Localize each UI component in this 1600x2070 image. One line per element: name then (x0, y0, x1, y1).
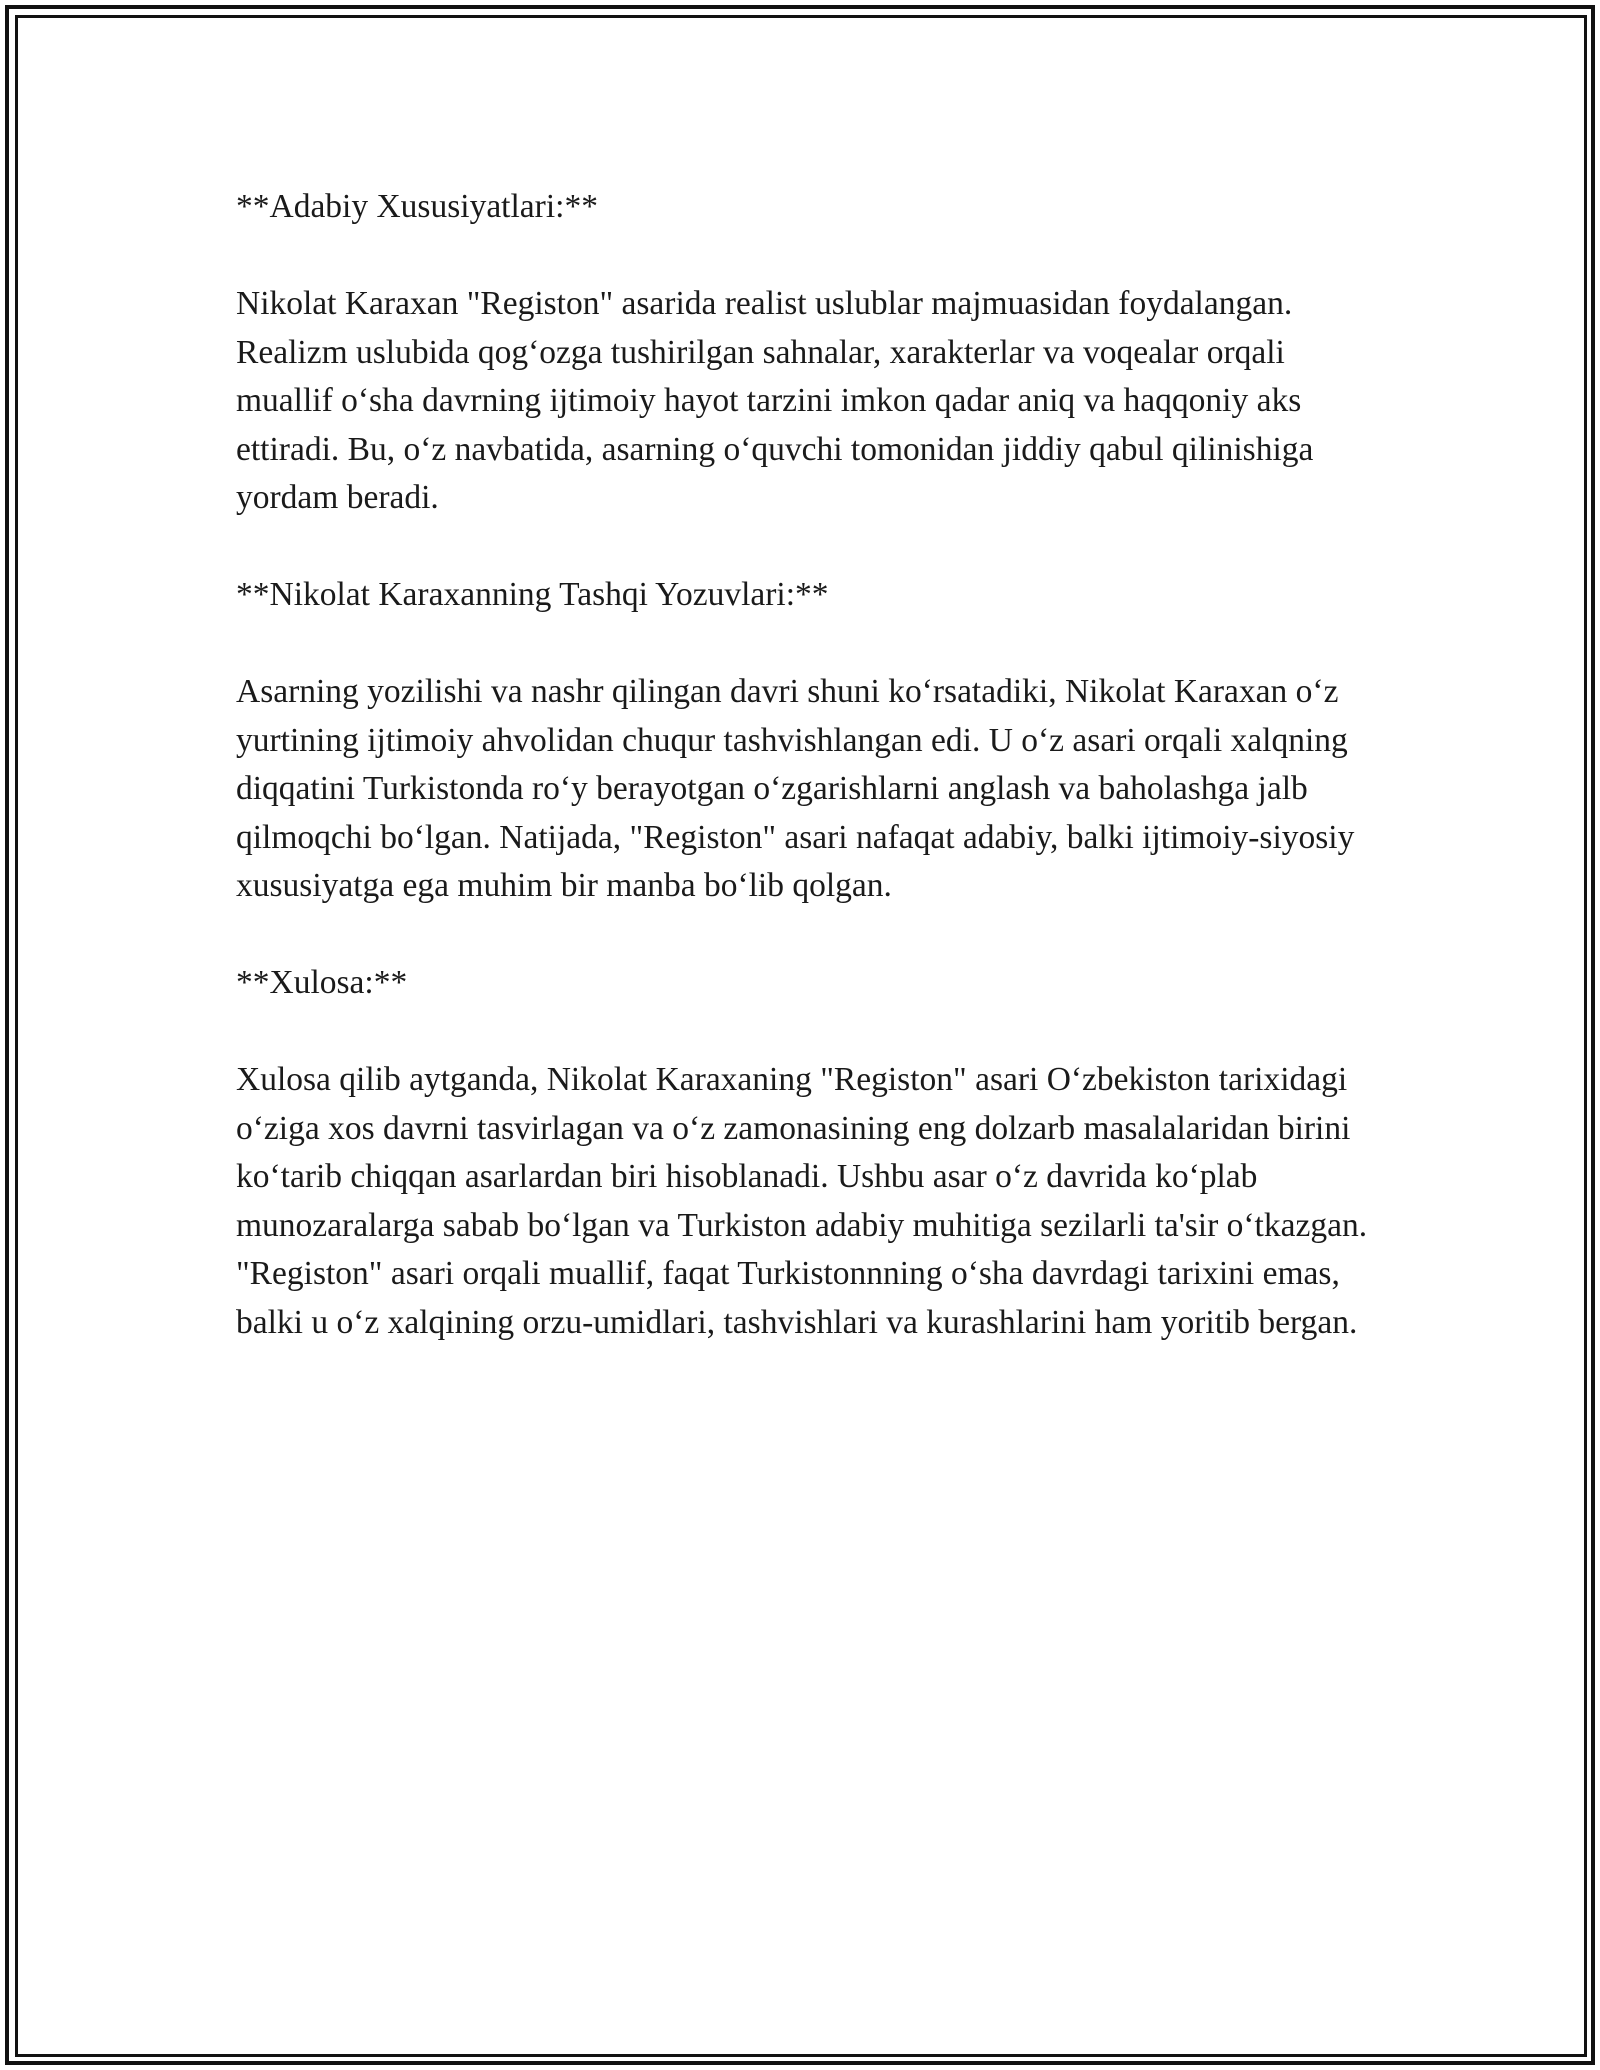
section-heading: **Nikolat Karaxanning Tashqi Yozuvlari:** (236, 576, 829, 613)
section-heading: **Adabiy Xususiyatlari:** (236, 188, 598, 225)
document-body (236, 183, 1376, 1396)
section-paragraph: Asarning yozilishi va nashr qilingan davri shuni ko‘rsatadiki, Nikolat Karaxan o‘z yurtining ijtimoiy ahvolidan chuqur tashvishlangan edi. U o‘z asari orqali xalqning diqqatini Turkistonda ro‘y berayotgan o‘zgarishlarni anglash va baholashga jalb qilmoqchi bo‘lgan. Natijada, "Registon" asari nafaqat adabiy, balki ijtimoiy-siyosiy xususiyatga ega muhim bir manba bo‘lib qolgan. (236, 673, 1355, 904)
section-heading: **Xulosa:** (236, 964, 408, 1001)
section-paragraph: Nikolat Karaxan "Registon" asarida realist uslublar majmuasidan foydalangan. Realizm uslubida qog‘ozga tushirilgan sahnalar, xarakterlar va voqealar orqali muallif o‘sha davrning ijtimoiy hayot tarzini imkon qadar aniq va haqqoniy aks ettiradi. Bu, o‘z navbatida, asarning o‘quvchi tomonidan jiddiy qabul qilinishiga yordam beradi. (236, 285, 1314, 516)
section-external-writings (236, 571, 1376, 911)
section-literary-features (236, 183, 1376, 523)
section-paragraph: Xulosa qilib aytganda, Nikolat Karaxaning "Registon" asari O‘zbekiston tarixidagi o‘ziga xos davrni tasvirlagan va o‘z zamonasining eng dolzarb masalalaridan birini ko‘tarib chiqqan asarlardan biri hisoblanadi. Ushbu asar o‘z davrida ko‘plab munozaralarga sabab bo‘lgan va Turkiston adabiy muhitiga sezilarli ta'sir o‘tkazgan. "Registon" asari orqali muallif, faqat Turkistonnning o‘sha davrdagi tarixini emas, balki u o‘z xalqining orzu-umidlari, tashvishlari va kurashlarini ham yoritib bergan. (236, 1061, 1368, 1341)
section-conclusion (236, 959, 1376, 1347)
